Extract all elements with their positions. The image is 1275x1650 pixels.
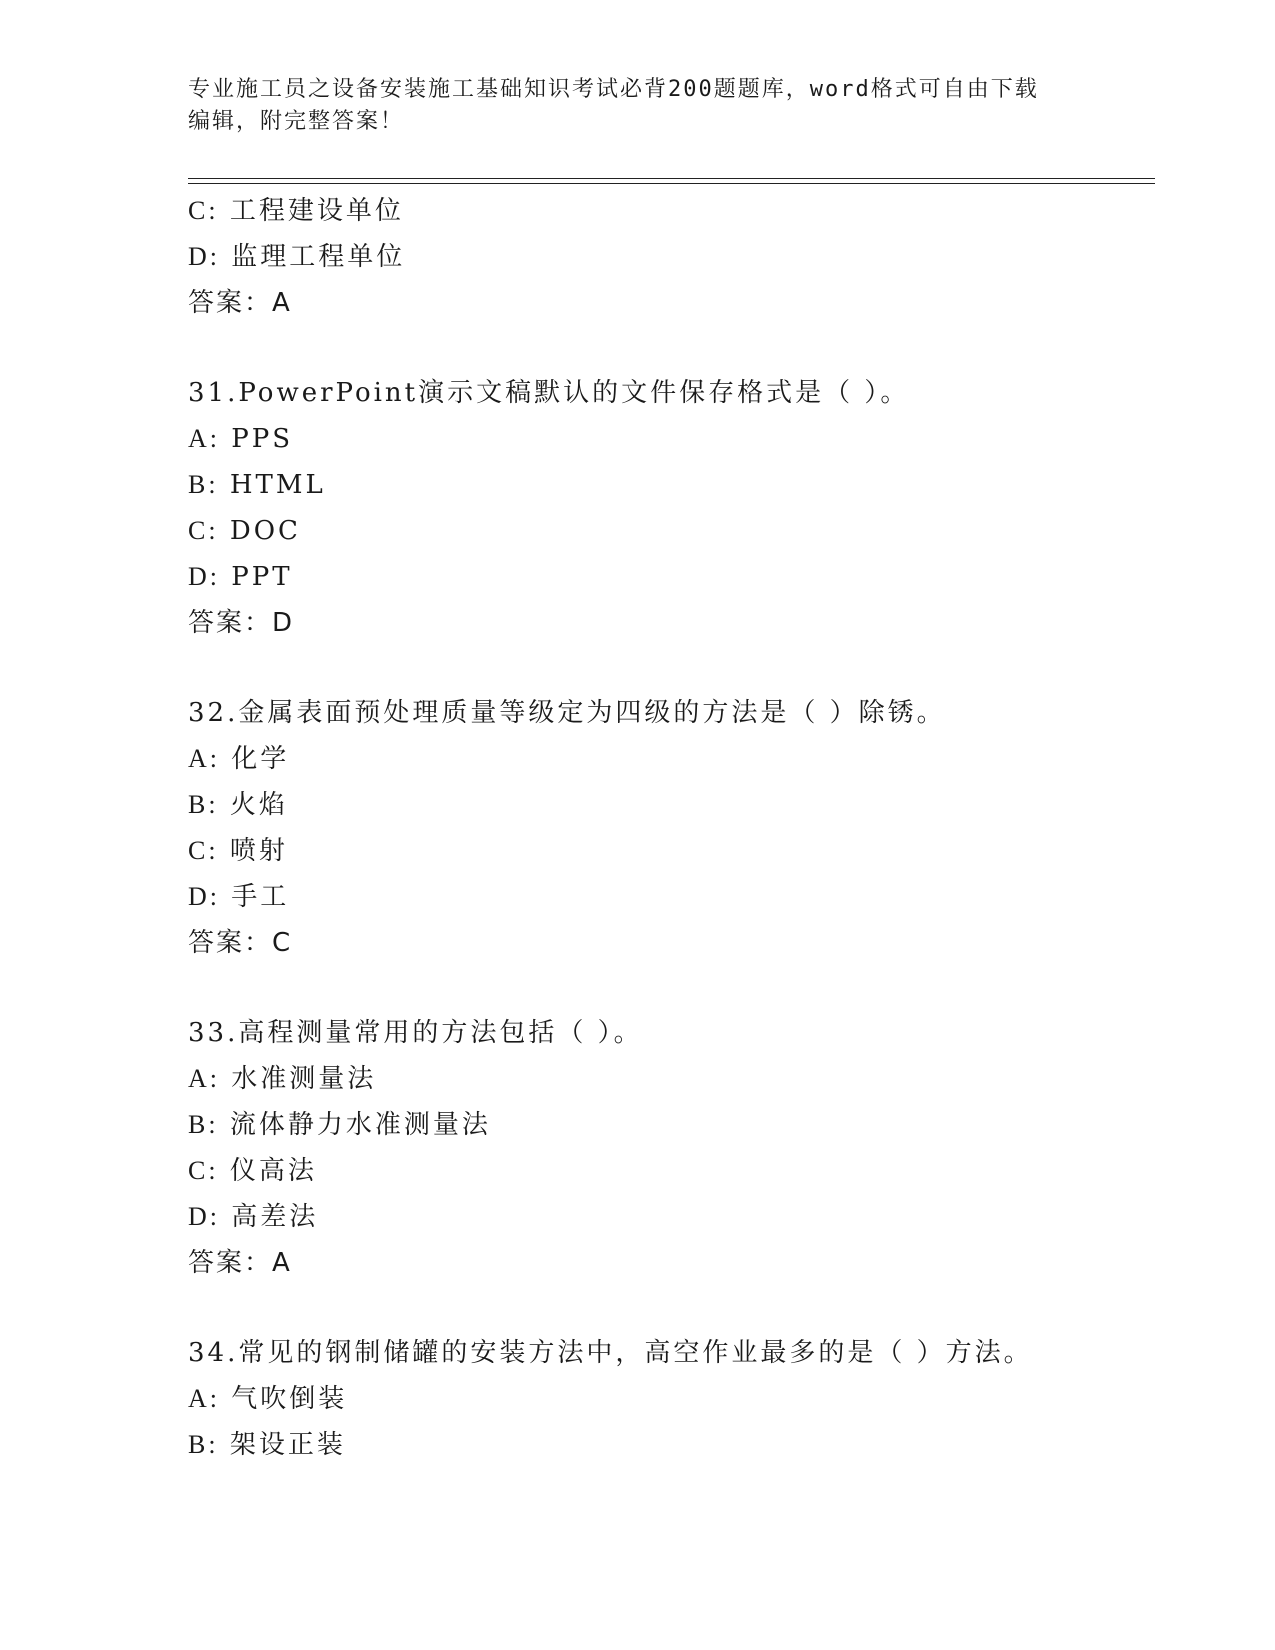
answer-line: 答案：C: [188, 928, 293, 958]
option-c: [188, 508, 1148, 554]
option-text: PPT: [231, 562, 293, 592]
header-divider-bottom: [188, 183, 1155, 184]
option-text: 工程建设单位: [229, 196, 404, 226]
header-divider-top: [188, 178, 1155, 179]
option-a: [188, 1056, 1148, 1102]
option-label: B:: [188, 470, 219, 499]
option-text: 监理工程单位: [231, 242, 406, 272]
option-d: [188, 234, 1148, 280]
option-label: B:: [188, 790, 219, 819]
question-partial: [188, 188, 1148, 326]
option-label: B:: [188, 1430, 219, 1459]
option-label: D:: [188, 882, 220, 911]
option-label: C:: [188, 196, 219, 225]
option-c: [188, 188, 1148, 234]
option-text: 喷射: [229, 836, 288, 866]
option-b: [188, 1422, 1148, 1468]
answer-line: 答案：A: [188, 288, 292, 318]
question-stem: 34.常见的钢制储罐的安装方法中，高空作业最多的是（ ）方法。: [188, 1338, 1033, 1368]
question-stem: 32.金属表面预处理质量等级定为四级的方法是（ ）除锈。: [188, 698, 946, 728]
question-34: [188, 1330, 1148, 1468]
option-text: 火焰: [229, 790, 288, 820]
option-d: [188, 1194, 1148, 1240]
option-label: A:: [188, 1064, 220, 1093]
option-text: 化学: [231, 744, 290, 774]
option-label: C:: [188, 836, 219, 865]
option-text: DOC: [229, 516, 301, 546]
question-33: [188, 1010, 1148, 1286]
answer-line: 答案：A: [188, 1248, 292, 1278]
option-text: 架设正装: [229, 1430, 346, 1460]
option-a: [188, 736, 1148, 782]
option-d: [188, 874, 1148, 920]
option-text: 高差法: [231, 1202, 319, 1232]
option-text: 水准测量法: [231, 1064, 377, 1094]
option-b: [188, 462, 1148, 508]
option-text: PPS: [231, 424, 294, 454]
option-label: A:: [188, 1384, 220, 1413]
option-label: D:: [188, 562, 220, 591]
question-32: [188, 690, 1148, 966]
question-stem: 31.PowerPoint演示文稿默认的文件保存格式是（ ）。: [188, 378, 910, 408]
option-text: 仪高法: [229, 1156, 317, 1186]
option-label: D:: [188, 242, 220, 271]
option-c: [188, 1148, 1148, 1194]
answer-line: 答案：D: [188, 608, 295, 638]
option-text: HTML: [229, 470, 326, 500]
option-c: [188, 828, 1148, 874]
option-label: A:: [188, 424, 220, 453]
option-label: C:: [188, 516, 219, 545]
header-line-1: 专业施工员之设备安装施工基础知识考试必背200题题库，word格式可自由下载: [188, 77, 1039, 102]
option-label: A:: [188, 744, 220, 773]
question-stem: 33.高程测量常用的方法包括（ ）。: [188, 1018, 643, 1048]
document-header: [188, 74, 1088, 138]
option-label: C:: [188, 1156, 219, 1185]
option-b: [188, 782, 1148, 828]
option-a: [188, 416, 1148, 462]
question-list: [188, 188, 1148, 1468]
option-text: 流体静力水准测量法: [229, 1110, 491, 1140]
option-label: B:: [188, 1110, 219, 1139]
option-text: 手工: [231, 882, 290, 912]
question-31: [188, 370, 1148, 646]
option-b: [188, 1102, 1148, 1148]
header-line-2: 编辑，附完整答案！: [188, 109, 405, 134]
option-a: [188, 1376, 1148, 1422]
option-text: 气吹倒装: [231, 1384, 348, 1414]
option-d: [188, 554, 1148, 600]
option-label: D:: [188, 1202, 220, 1231]
